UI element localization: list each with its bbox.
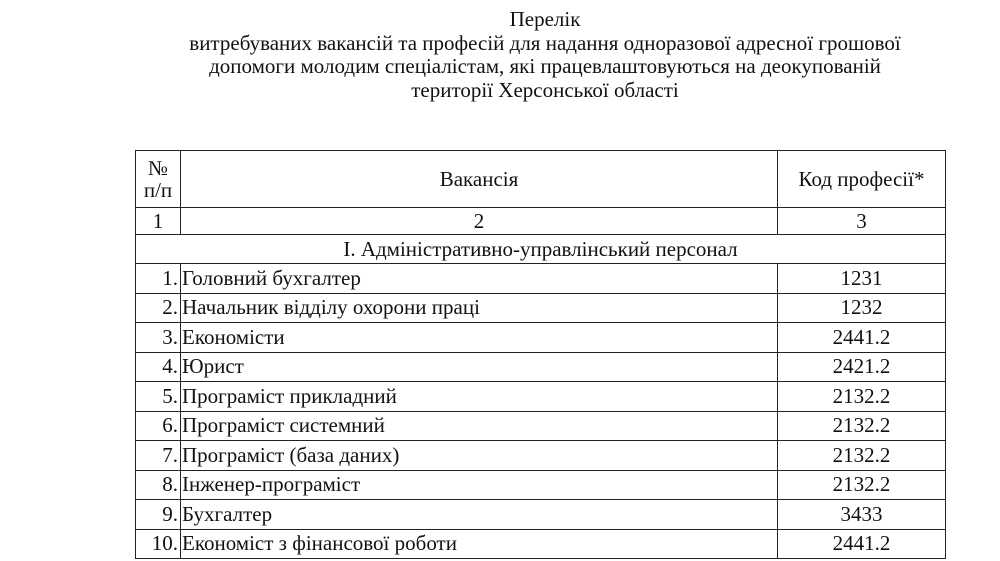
row-number: 8.: [136, 470, 181, 500]
row-code: 2441.2: [778, 529, 946, 559]
row-code: 1231: [778, 264, 946, 294]
row-vacancy: Економіст з фінансової роботи: [181, 529, 778, 559]
header-number-line2: п/п: [143, 178, 173, 202]
row-number: 2.: [136, 293, 181, 323]
title-line: території Херсонської області: [411, 77, 679, 102]
title-line: витребуваних вакансій та професій для надання одноразової адресної грошової: [189, 30, 901, 55]
column-index-cell: 3: [778, 208, 946, 235]
row-number: 6.: [136, 411, 181, 441]
row-vacancy: Юрист: [181, 352, 778, 382]
table-row: [136, 500, 946, 530]
row-vacancy: Інженер-програміст: [181, 470, 778, 500]
table-body: [136, 264, 946, 559]
table-row: [136, 470, 946, 500]
row-code: 3433: [778, 500, 946, 530]
vacancy-table: [135, 150, 946, 559]
row-code: 2132.2: [778, 470, 946, 500]
column-index-row: [136, 208, 946, 235]
header-code: Код професії*: [778, 151, 946, 208]
row-code: 2421.2: [778, 352, 946, 382]
row-vacancy: Бухгалтер: [181, 500, 778, 530]
table-row: [136, 264, 946, 294]
row-vacancy: Начальник відділу охорони праці: [181, 293, 778, 323]
table-row: [136, 411, 946, 441]
row-vacancy: Програміст прикладний: [181, 382, 778, 412]
row-code: 2132.2: [778, 411, 946, 441]
table-row: [136, 293, 946, 323]
row-number: 3.: [136, 323, 181, 353]
row-code: 1232: [778, 293, 946, 323]
document-title: [0, 8, 1000, 102]
section-title: І. Адміністративно-управлінський персонал: [136, 235, 946, 264]
header-vacancy: Вакансія: [181, 151, 778, 208]
table-row: [136, 529, 946, 559]
table-row: [136, 352, 946, 382]
row-vacancy: Економісти: [181, 323, 778, 353]
section-row: [136, 235, 946, 264]
row-number: 7.: [136, 441, 181, 471]
column-index-cell: 1: [136, 208, 181, 235]
row-vacancy: Програміст (база даних): [181, 441, 778, 471]
row-number: 1.: [136, 264, 181, 294]
table-row: [136, 323, 946, 353]
row-number: 10.: [136, 529, 181, 559]
title-line: допомоги молодим спеціалістам, які працевлаштовуються на деокупованій: [209, 54, 881, 78]
table-header-row: [136, 151, 946, 208]
row-code: 2441.2: [778, 323, 946, 353]
table-row: [136, 441, 946, 471]
row-code: 2132.2: [778, 382, 946, 412]
header-number: [136, 151, 181, 208]
title-line: Перелік: [509, 7, 581, 31]
column-index-cell: 2: [181, 208, 778, 235]
row-number: 9.: [136, 500, 181, 530]
row-number: 4.: [136, 352, 181, 382]
row-vacancy: Програміст системний: [181, 411, 778, 441]
header-number-line1: №: [147, 156, 169, 180]
table-row: [136, 382, 946, 412]
row-number: 5.: [136, 382, 181, 412]
row-vacancy: Головний бухгалтер: [181, 264, 778, 294]
row-code: 2132.2: [778, 441, 946, 471]
